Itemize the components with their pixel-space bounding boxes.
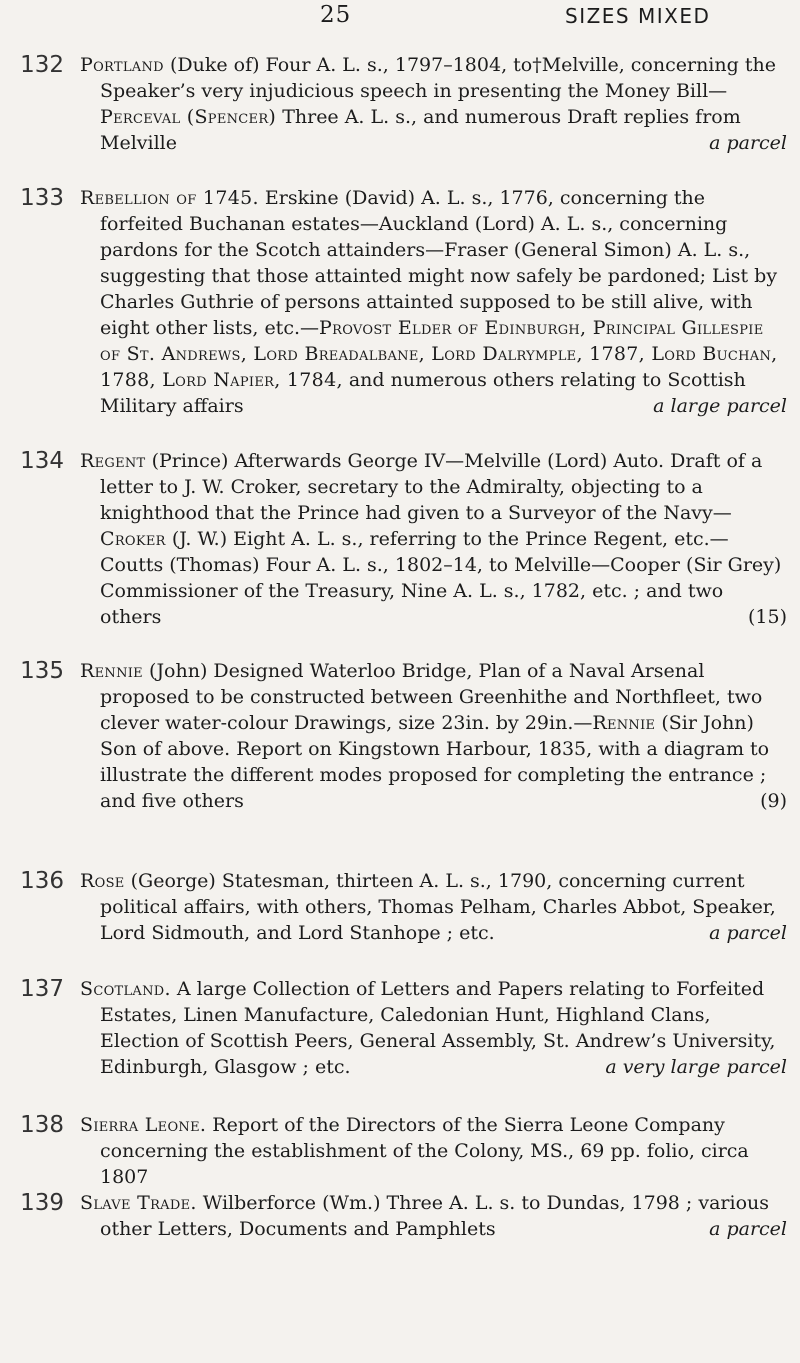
lot-description	[80, 185, 787, 419]
lot-heading: Scotland.	[80, 978, 171, 1000]
lot-quantity: a parcel	[709, 922, 787, 944]
lot-quantity: a parcel	[709, 132, 787, 154]
section-title: SIZES MIXED	[565, 4, 711, 28]
lot-quantity: (15)	[747, 606, 787, 628]
lot-text-continued: (Sir John) Son of above. Report on Kingstown Harbour, 1835, with a diagram to illustrate the different modes proposed for completing the entrance ; and five others	[100, 712, 770, 812]
lot-number: 135	[20, 658, 64, 684]
lot-number: 138	[20, 1112, 64, 1138]
lot-number: 137	[20, 976, 64, 1002]
lot-heading: Sierra Leone.	[80, 1114, 207, 1136]
lot-text-continued: and numerous others relating to Scottish Military affairs	[100, 369, 746, 417]
lot-heading: Slave Trade.	[80, 1192, 197, 1214]
lot-number: 133	[20, 185, 64, 211]
lot-text: (George) Statesman, thirteen A. L. s., 1790, concerning current political affairs, with others, Thomas Pelham, Charles Abbot, Speaker, Lord Sidmouth, and Lord Stanhope ; etc.	[100, 870, 776, 944]
lot-text-small-caps: Perceval (Spencer)	[100, 106, 277, 128]
lot-description	[80, 448, 787, 630]
lot-description	[80, 52, 787, 156]
lot-text: (Prince) Afterwards George IV—Melville (Lord) Auto. Draft of a letter to J. W. Croker, secretary to the Admiralty, objecting to a knighthood that the Prince had given to a Surveyor of the Navy—	[100, 450, 763, 524]
lot-text: (Duke of) Four A. L. s., 1797–1804, to†Melville, concerning the Speaker’s very injudicious speech in presenting the Money Bill—	[100, 54, 776, 102]
running-head	[0, 2, 800, 32]
lot-number: 134	[20, 448, 64, 474]
lot-quantity: a parcel	[709, 1218, 787, 1240]
lot-heading: Regent	[80, 450, 146, 472]
lot-description	[80, 658, 787, 814]
lot-text: Erskine (David) A. L. s., 1776, concerning the forfeited Buchanan estates—Auckland (Lord) A. L. s., concerning pardons for the Scotch attainders—Fraser (General Simon) A. L. s., suggesting that those attainted might now safely be pardoned; List by Charles Guthrie of persons attainted supposed to be still alive, with eight other lists, etc.—	[100, 187, 778, 339]
lot-heading: Rebellion of 1745.	[80, 187, 259, 209]
lot-description	[80, 868, 787, 946]
lot-quantity: a very large parcel	[605, 1056, 787, 1078]
lot-text-small-caps: Croker	[100, 528, 166, 550]
lot-description	[80, 1190, 787, 1242]
lot-number: 139	[20, 1190, 64, 1216]
lot-heading: Rennie	[80, 660, 143, 682]
lot-text: Report of the Directors of the Sierra Leone Company concerning the establishment of the Colony, MS., 69 pp. folio, circa 1807	[100, 1114, 749, 1188]
lot-number: 132	[20, 52, 64, 78]
lot-text: (John) Designed Waterloo Bridge, Plan of a Naval Arsenal proposed to be constructed between Greenhithe and Northfleet, two clever water-colour Drawings, size 23in. by 29in.—	[100, 660, 763, 734]
lot-text: A large Collection of Letters and Papers relating to Forfeited Estates, Linen Manufacture, Caledonian Hunt, Highland Clans, Election of Scottish Peers, General Assembly, St. Andrew’s University, Edinburgh, Glasgow ; etc.	[100, 978, 776, 1078]
lot-text-small-caps: Rennie	[592, 712, 656, 734]
lot-quantity: a large parcel	[653, 395, 787, 417]
lot-quantity: (9)	[760, 790, 787, 812]
lot-text: Wilberforce (Wm.) Three A. L. s. to Dundas, 1798 ; various other Letters, Documents and Pamphlets	[100, 1192, 769, 1240]
lot-number: 136	[20, 868, 64, 894]
lot-heading: Portland	[80, 54, 164, 76]
lot-heading: Rose	[80, 870, 125, 892]
lot-description	[80, 1112, 787, 1190]
lot-text-small-caps: Provost Elder of Edinburgh, Principal Gillespie of St. Andrews, Lord Breadalbane, Lord Dalrymple, 1787, Lord Buchan, 1788, Lord Napier, 1784,	[100, 317, 778, 391]
lot-text-continued: Three A. L. s., and numerous Draft replies from Melville	[100, 106, 741, 154]
lot-description	[80, 976, 787, 1080]
page-number: 25	[320, 2, 352, 28]
lot-text-continued: (J. W.) Eight A. L. s., referring to the Prince Regent, etc.—Coutts (Thomas) Four A. L. s., 1802–14, to Melville—Cooper (Sir Grey) Commissioner of the Treasury, Nine A. L. s., 1782, etc. ; and two others	[100, 528, 782, 628]
